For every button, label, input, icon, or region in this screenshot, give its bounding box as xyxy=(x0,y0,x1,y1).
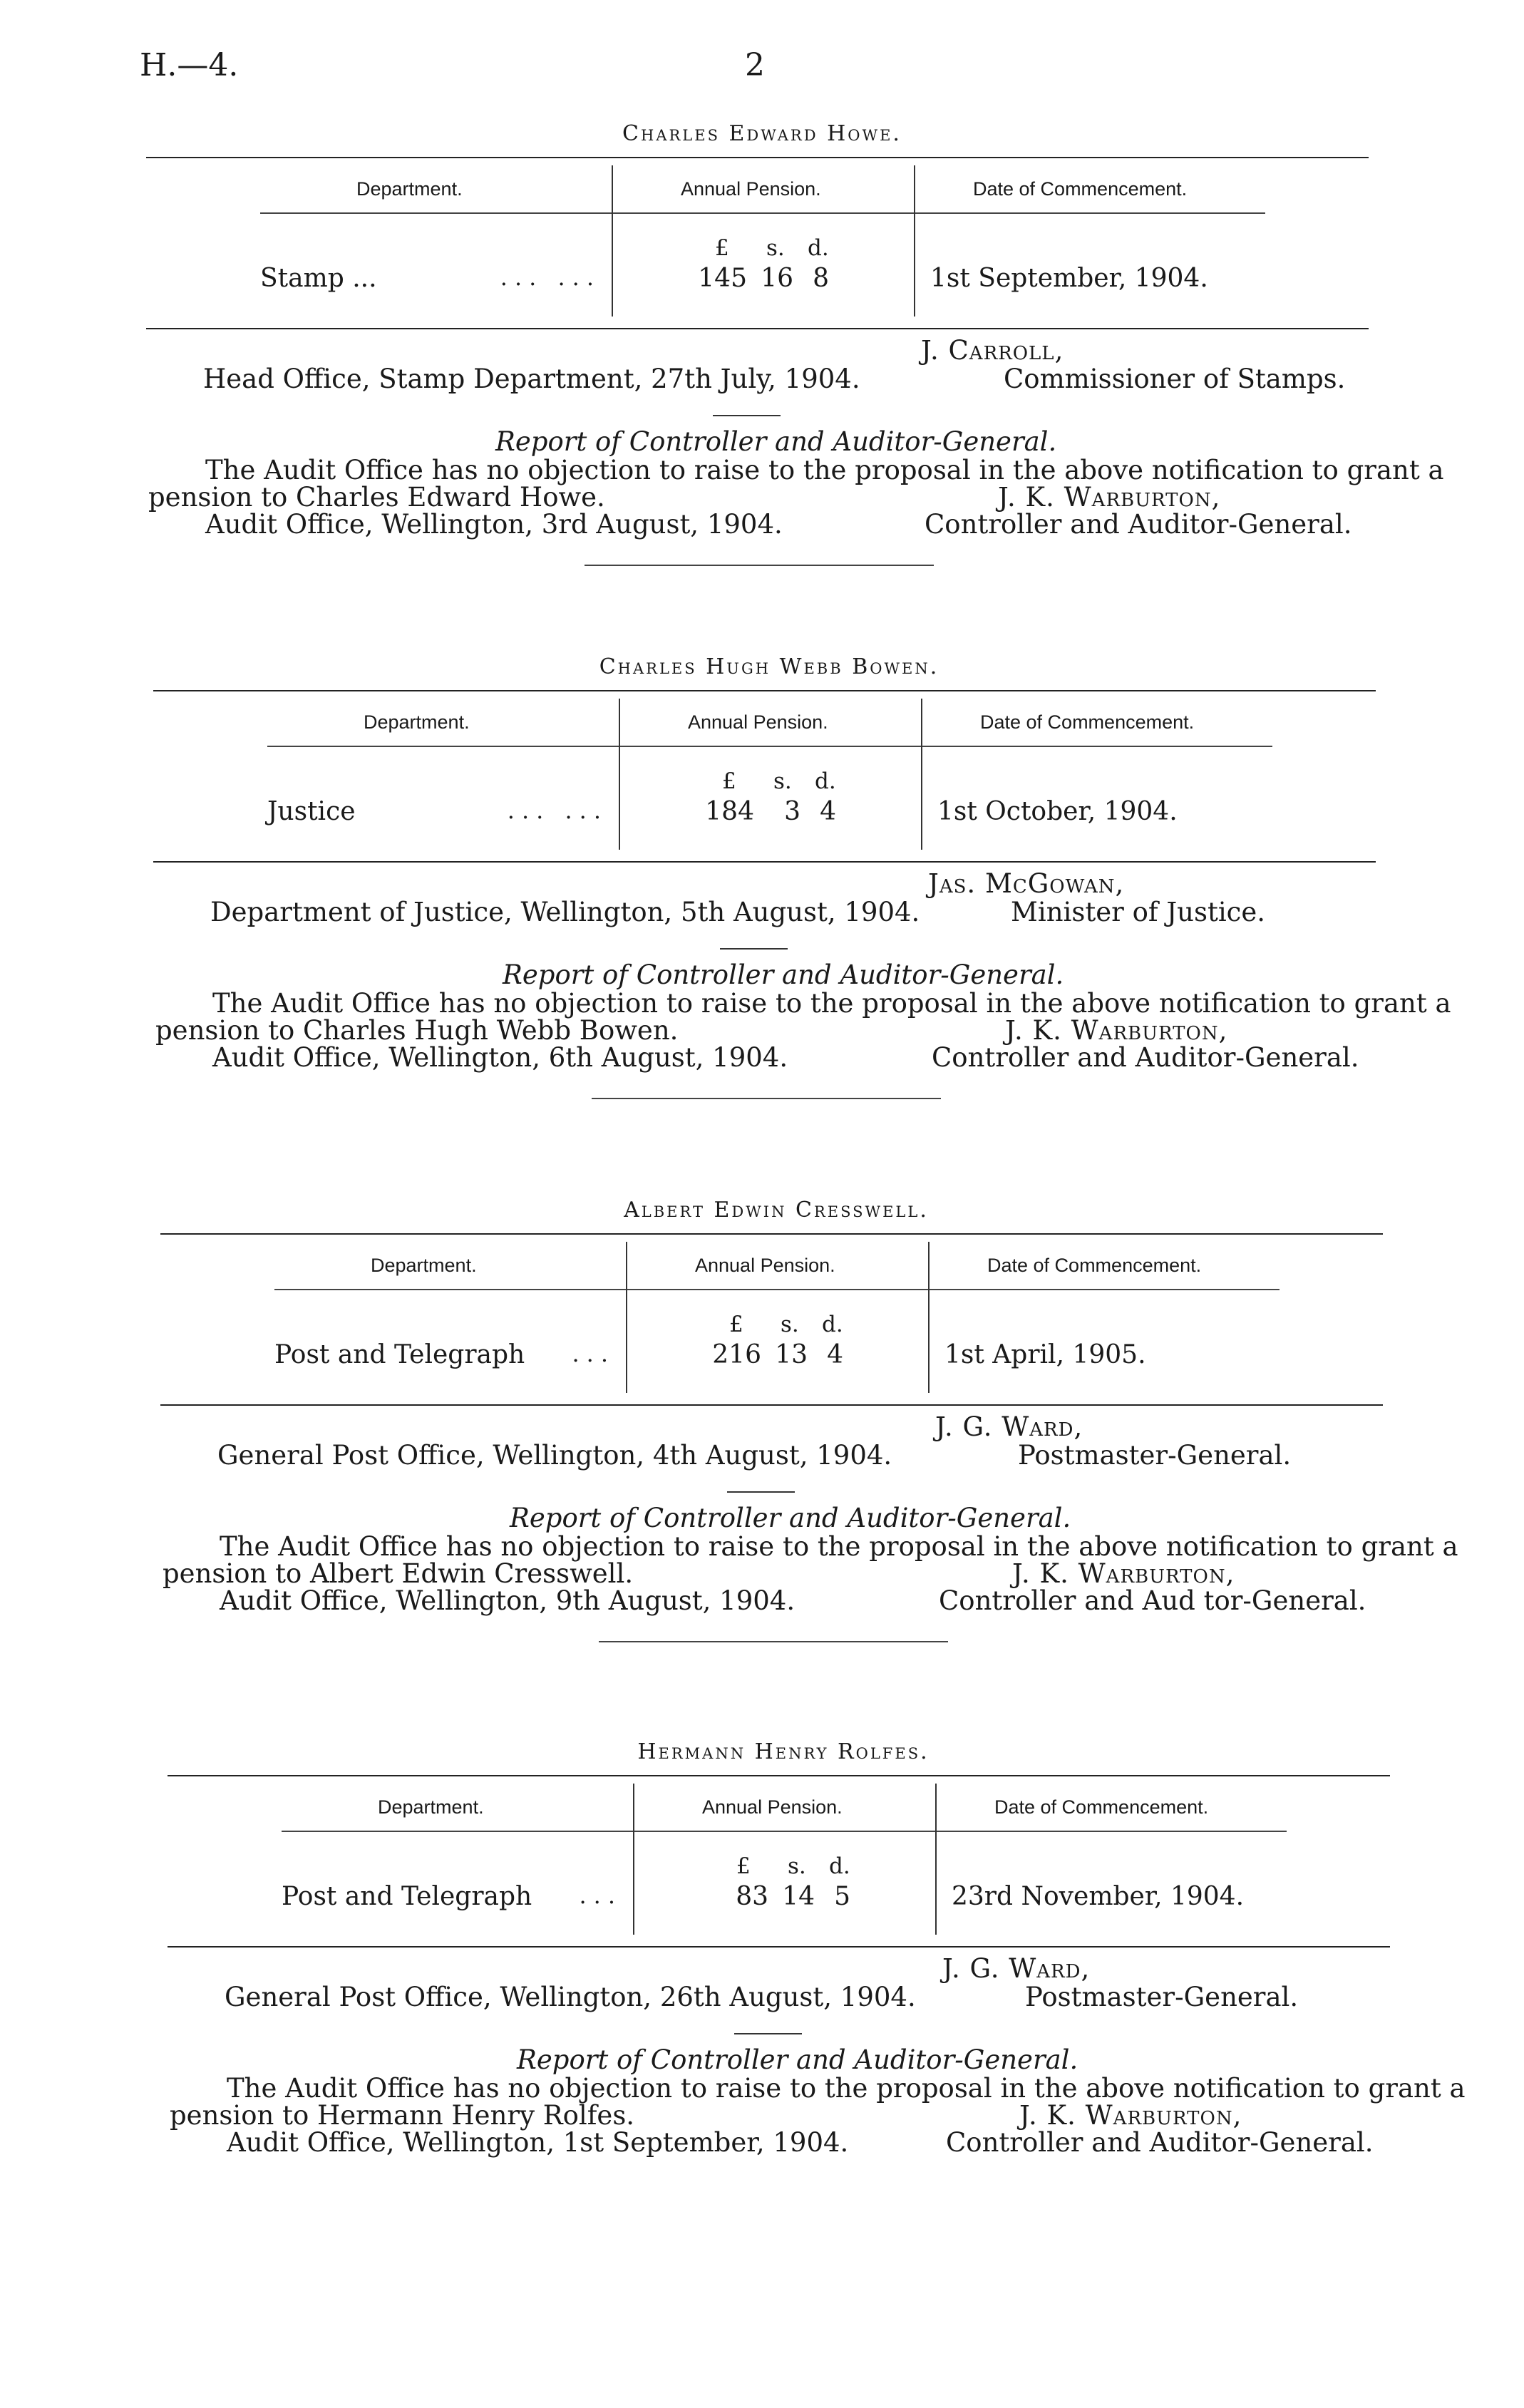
entry-separator xyxy=(592,1098,941,1099)
auditor-name: J. K. Warburton, xyxy=(998,482,1221,513)
department-value: Post and Telegraph xyxy=(274,1340,525,1369)
pensioner-name: Albert Edwin Cresswell. xyxy=(624,1198,929,1223)
office-dateline: General Post Office, Wellington, 4th August, 1904. xyxy=(217,1440,892,1471)
table-bottom-rule xyxy=(146,328,1369,329)
table-header-rule xyxy=(267,746,1272,747)
department-header: Department. xyxy=(356,178,463,200)
report-text-cont: pension to Albert Edwin Cresswell. xyxy=(163,1558,634,1589)
leader-dots: ... xyxy=(579,1882,622,1909)
signatory-name: J. Carroll, xyxy=(921,335,1064,366)
pence-unit: d. xyxy=(829,1853,850,1879)
signatory-title: Minister of Justice. xyxy=(1011,897,1266,927)
auditor-title: Controller and Auditor-General. xyxy=(946,2127,1374,2158)
commencement-date: 1st September, 1904. xyxy=(930,264,1208,293)
pension-pounds: 83 xyxy=(736,1882,768,1911)
auditor-name: J. K. Warburton, xyxy=(1012,1558,1235,1589)
shilling-unit: s. xyxy=(766,235,785,261)
report-text: The Audit Office has no objection to raise to the proposal in the above notification to grant a xyxy=(220,1531,1458,1562)
column-divider xyxy=(928,1242,930,1393)
department-header: Department. xyxy=(371,1255,477,1276)
pension-shillings: 14 xyxy=(782,1882,815,1911)
office-dateline: Department of Justice, Wellington, 5th August, 1904. xyxy=(210,897,920,927)
entry-separator xyxy=(585,565,934,566)
signatory-title: Postmaster-General. xyxy=(1018,1440,1292,1471)
pension-pounds: 184 xyxy=(705,797,754,826)
report-text-cont: pension to Hermann Henry Rolfes. xyxy=(170,2100,635,2131)
leader-dots: ... xyxy=(572,1340,615,1367)
auditor-name: J. K. Warburton, xyxy=(1019,2100,1242,2131)
table-bottom-rule xyxy=(160,1404,1383,1406)
document-reference: H.—4. xyxy=(140,47,239,83)
audit-dateline: Audit Office, Wellington, 1st September, 1904. xyxy=(227,2127,849,2158)
column-divider xyxy=(921,699,922,850)
pension-header: Annual Pension. xyxy=(702,1796,843,1818)
signatory-title: Commissioner of Stamps. xyxy=(1004,364,1346,394)
commencement-date: 23rd November, 1904. xyxy=(952,1882,1245,1911)
section-divider xyxy=(713,415,781,416)
department-value: Justice xyxy=(267,797,356,826)
pension-pounds: 216 xyxy=(712,1340,761,1369)
auditor-name: J. K. Warburton, xyxy=(1005,1015,1228,1046)
office-dateline: General Post Office, Wellington, 26th August, 1904. xyxy=(225,1982,916,2012)
pension-pounds: 145 xyxy=(698,264,747,293)
report-heading: Report of Controller and Auditor-General. xyxy=(517,2044,1078,2075)
pound-unit: £ xyxy=(722,768,736,794)
section-divider xyxy=(727,1491,795,1493)
pound-unit: £ xyxy=(715,235,729,261)
report-text: The Audit Office has no objection to raise to the proposal in the above notification to grant a xyxy=(212,988,1451,1019)
pound-unit: £ xyxy=(729,1312,743,1337)
table-top-rule xyxy=(160,1233,1383,1235)
table-header-rule xyxy=(260,212,1265,214)
shilling-unit: s. xyxy=(773,768,792,794)
pence-unit: d. xyxy=(815,768,836,794)
section-divider xyxy=(720,948,788,950)
pension-pence: 4 xyxy=(827,1340,843,1369)
leader-dots: ... ... xyxy=(500,264,601,291)
section-divider xyxy=(734,2033,802,2034)
date-header: Date of Commencement. xyxy=(973,178,1188,200)
pension-shillings: 3 xyxy=(784,797,800,826)
date-header: Date of Commencement. xyxy=(994,1796,1209,1818)
audit-dateline: Audit Office, Wellington, 6th August, 1904. xyxy=(212,1042,788,1073)
table-bottom-rule xyxy=(153,861,1376,863)
pence-unit: d. xyxy=(808,235,829,261)
report-heading: Report of Controller and Auditor-General. xyxy=(510,1503,1071,1533)
date-header: Date of Commencement. xyxy=(987,1255,1202,1276)
table-header-rule xyxy=(274,1289,1280,1290)
leader-dots: ... ... xyxy=(507,797,608,824)
shilling-unit: s. xyxy=(781,1312,799,1337)
department-header: Department. xyxy=(364,711,470,733)
date-header: Date of Commencement. xyxy=(980,711,1195,733)
signatory-name: J. G. Ward, xyxy=(942,1953,1091,1984)
auditor-title: Controller and Auditor-General. xyxy=(932,1042,1359,1073)
report-heading: Report of Controller and Auditor-General. xyxy=(495,426,1057,457)
table-top-rule xyxy=(146,157,1369,158)
pension-pence: 8 xyxy=(813,264,829,293)
pension-shillings: 16 xyxy=(761,264,793,293)
report-text-cont: pension to Charles Edward Howe. xyxy=(148,482,605,513)
pension-header: Annual Pension. xyxy=(681,178,821,200)
audit-dateline: Audit Office, Wellington, 3rd August, 1904. xyxy=(205,509,783,540)
pence-unit: d. xyxy=(822,1312,843,1337)
table-top-rule xyxy=(153,690,1376,691)
table-top-rule xyxy=(168,1775,1390,1776)
pensioner-name: Charles Edward Howe. xyxy=(622,121,902,146)
pension-header: Annual Pension. xyxy=(688,711,828,733)
column-divider xyxy=(914,165,915,317)
report-text: The Audit Office has no objection to raise to the proposal in the above notification to grant a xyxy=(205,455,1444,485)
column-divider xyxy=(935,1784,937,1935)
pension-pence: 5 xyxy=(834,1882,850,1911)
signatory-name: Jas. McGowan, xyxy=(928,868,1125,899)
report-heading: Report of Controller and Auditor-General. xyxy=(503,959,1064,990)
column-divider xyxy=(633,1784,634,1935)
report-text-cont: pension to Charles Hugh Webb Bowen. xyxy=(155,1015,679,1046)
audit-dateline: Audit Office, Wellington, 9th August, 1904. xyxy=(220,1585,796,1616)
pension-shillings: 13 xyxy=(775,1340,808,1369)
table-header-rule xyxy=(282,1831,1287,1832)
pensioner-name: Charles Hugh Webb Bowen. xyxy=(599,654,939,679)
pensioner-name: Hermann Henry Rolfes. xyxy=(637,1739,930,1764)
signatory-title: Postmaster-General. xyxy=(1025,1982,1299,2012)
page-number: 2 xyxy=(745,47,765,83)
commencement-date: 1st October, 1904. xyxy=(937,797,1178,826)
office-dateline: Head Office, Stamp Department, 27th July, 1904. xyxy=(203,364,860,394)
table-bottom-rule xyxy=(168,1946,1390,1948)
pension-pence: 4 xyxy=(820,797,836,826)
pension-header: Annual Pension. xyxy=(695,1255,835,1276)
auditor-title: Controller and Auditor-General. xyxy=(925,509,1352,540)
department-value: Post and Telegraph xyxy=(282,1882,532,1911)
column-divider xyxy=(612,165,613,317)
shilling-unit: s. xyxy=(788,1853,806,1879)
pound-unit: £ xyxy=(736,1853,751,1879)
entry-separator xyxy=(599,1641,948,1642)
column-divider xyxy=(619,699,620,850)
department-value: Stamp ... xyxy=(260,264,377,293)
commencement-date: 1st April, 1905. xyxy=(944,1340,1146,1369)
auditor-title: Controller and Aud tor-General. xyxy=(939,1585,1366,1616)
report-text: The Audit Office has no objection to raise to the proposal in the above notification to grant a xyxy=(227,2073,1466,2104)
signatory-name: J. G. Ward, xyxy=(935,1411,1083,1442)
department-header: Department. xyxy=(378,1796,484,1818)
column-divider xyxy=(626,1242,627,1393)
